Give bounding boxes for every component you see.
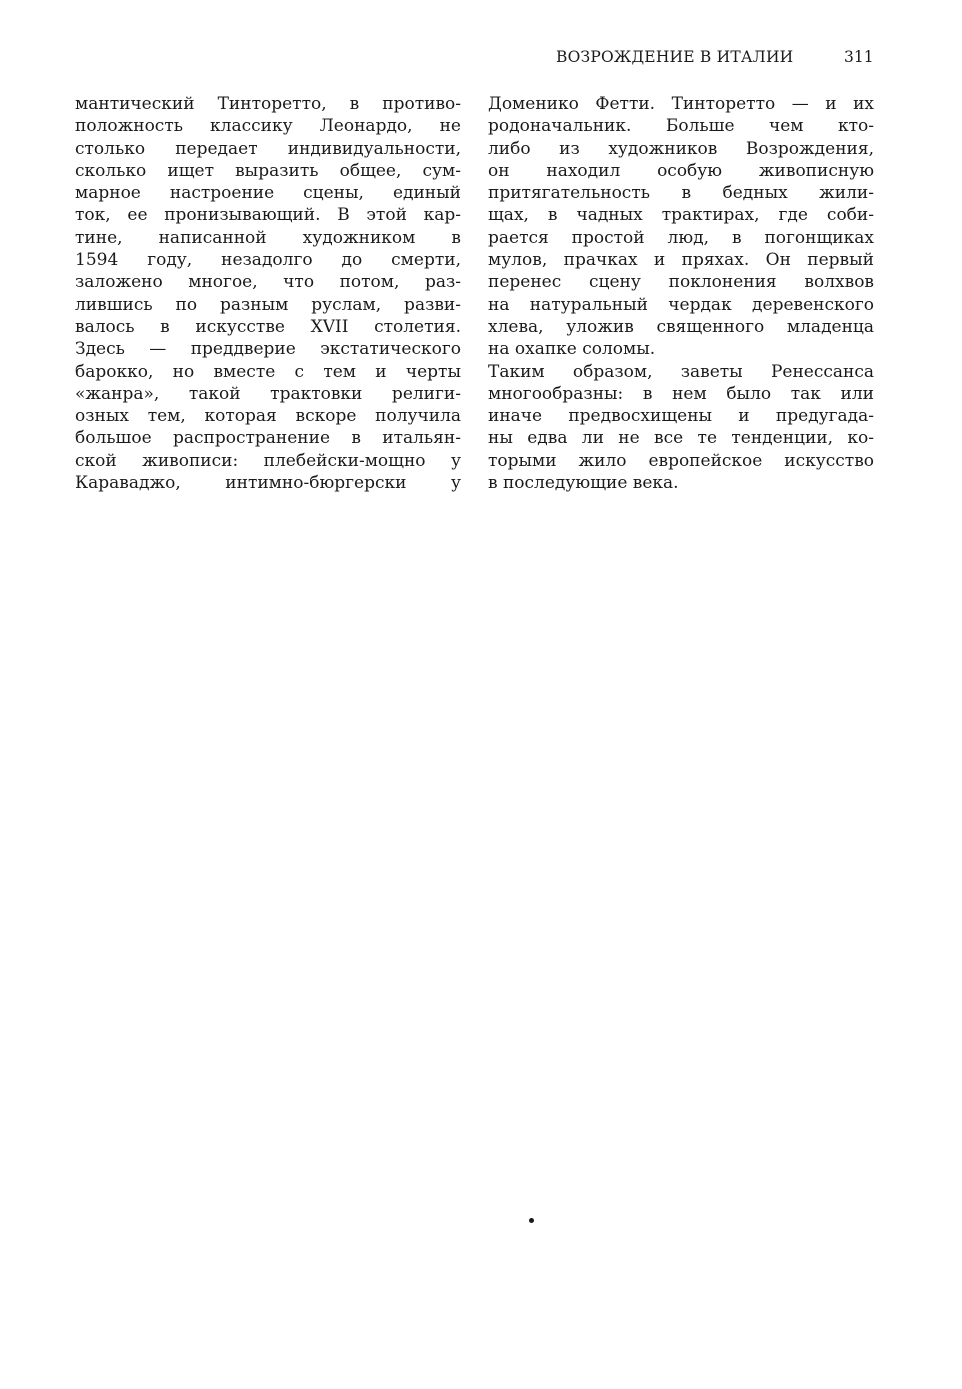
text-line: заложено многое, что потом, раз- [75, 272, 461, 293]
running-title: ВОЗРОЖДЕНИЕ В ИТАЛИИ [556, 48, 794, 66]
text-line: родоначальник. Больше чем кто- [488, 116, 874, 137]
scan-speck [529, 1218, 534, 1223]
text-line: Доменико Фетти. Тинторетто — и их [488, 94, 874, 114]
text-line: 1594 году, незадолго до смерти, [75, 250, 461, 271]
text-line: положность классику Леонардо, не [75, 116, 461, 137]
text-line: барокко, но вместе с тем и черты [75, 361, 461, 382]
text-line: мантический Тинторетто, в противо- [75, 94, 461, 114]
right-column [488, 93, 874, 494]
text-line: иначе предвосхищены и предугада- [488, 406, 874, 427]
text-line: щах, в чадных трактирах, где соби- [488, 205, 874, 226]
left-column [75, 93, 461, 494]
text-line: сколько ищет выразить общее, сум- [75, 160, 461, 181]
text-line: столько передает индивидуальности, [75, 138, 461, 159]
text-line: тине, написанной художником в [75, 227, 461, 248]
text-line: ны едва ли не все те тенденции, ко- [488, 428, 874, 449]
paragraph-end-line: на охапке соломы. [488, 339, 656, 360]
text-line: валось в искусстве XVII столетия. [75, 316, 461, 337]
text-line: на натуральный чердак деревенского [488, 294, 874, 315]
text-line: либо из художников Возрождения, [488, 138, 874, 159]
text-line: марное настроение сцены, единый [75, 183, 461, 204]
text-line: рается простой люд, в погонщиках [488, 227, 874, 248]
text-line: большое распространение в итальян- [75, 428, 461, 449]
text-line: лившись по разным руслам, разви- [75, 294, 461, 315]
text-line: он находил особую живописную [488, 160, 874, 181]
text-line: Таким образом, заветы Ренессанса [488, 361, 874, 382]
text-line: притягательность в бедных жили- [488, 183, 874, 204]
text-line: озных тем, которая вскоре получила [75, 406, 461, 427]
page-number: 311 [844, 48, 874, 66]
text-line: хлева, уложив священного младенца [488, 316, 874, 337]
text-line: мулов, прачках и пряхах. Он первый [488, 250, 874, 271]
text-line: «жанра», такой трактовки религи- [75, 383, 461, 404]
text-line: многообразны: в нем было так или [488, 383, 874, 404]
text-line: перенес сцену поклонения волхвов [488, 272, 874, 293]
text-line: Здесь — преддверие экстатического [75, 339, 461, 360]
text-line: ской живописи: плебейски-мощно у [75, 450, 461, 471]
paragraph-end-line: в последующие века. [488, 473, 679, 494]
text-line: ток, ее пронизывающий. В этой кар- [75, 205, 461, 226]
text-line: Караваджо, интимно-бюргерски у [75, 473, 461, 494]
text-line: торыми жило европейское искусство [488, 450, 874, 471]
